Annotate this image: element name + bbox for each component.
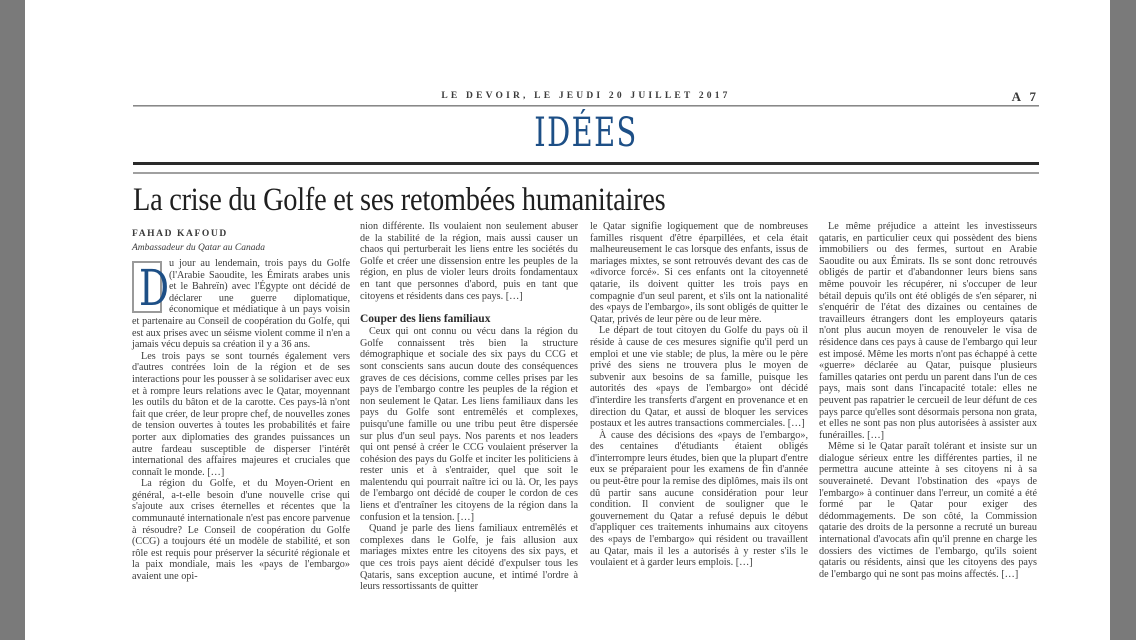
paragraph: Quand je parle des liens familiaux entremêlés et complexes dans le Golfe, je fais allusion aux mariages mixtes entre les citoyens des six pays, et que ces trois pays aient décidé d'expulser tous les Qataris, sans exception aucune, et intimé l'ordre à leurs ressortissants de quitter	[360, 523, 578, 593]
section-title: IDÉES	[534, 110, 638, 156]
article-column-3	[590, 221, 808, 569]
folio-rule	[133, 105, 1039, 107]
author-name: FAHAD KAFOUD	[132, 229, 228, 239]
article-headline: La crise du Golfe et ses retombées humanitaires	[133, 182, 666, 218]
paragraph: le Qatar signifie logiquement que de nombreuses familles risquent d'être éparpillées, et cela était malheureusement le cas lorsque des enfants, issus de mariages mixtes, se sont retrouvés devant des cas de «divorce forcé». Si ces enfants ont la citoyenneté qatarie, ils doivent quitter les trois pays en compagnie d'un seul parent, et s'ils ont la nationalité des «pays de l'embargo», ils sont obligés de quitter le Qatar, privés de leur père ou de leur mère.	[590, 221, 808, 325]
paragraph: u jour au lendemain, trois pays du Golfe (l'Arabie Saoudite, les Émirats arabes unis et le Bahreïn) avec l'Égypte ont décidé de déclarer une guerre diplomatique, économique et médiatique à un pays voisin et partenaire au Conseil de coopération du Golfe, qui est aux prises avec un séisme violent comme il n'en a jamais vécu depuis sa création il y a 36 ans.	[132, 258, 350, 351]
section-rule-thin	[133, 172, 1039, 174]
paragraph: Ceux qui ont connu ou vécu dans la région du Golfe connaissent très bien la structure démographique et sociale des six pays du CCG et sont conscients sans aucun doute des conséquences graves de ces décisions, comme celles prises par les pays de l'embargo contre les peuples de la région et non seulement le Qatar. Les liens familiaux dans les pays du Golfe sont entremêlés et complexes, puisqu'une famille ou une tribu peut être dispersée sur plus d'un seul pays. Nos parents et nos leaders qui ont pensé à créer le CCG voulaient préserver la cohésion des pays du Golfe et inciter les politiciens à rester unis et à s'entraider, quel que soit le malentendu qui pourrait naître ici ou là. Or, les pays de l'embargo ont décidé de couper le cordon de ces liens et d'entraîner les citoyens de la région dans la confusion et la tension. […]	[360, 326, 578, 523]
article-column-4	[819, 221, 1037, 580]
page-number: A 7	[1011, 89, 1039, 104]
drop-cap: D	[132, 261, 162, 313]
paragraph: La région du Golfe, et du Moyen-Orient en général, a-t-elle besoin d'une nouvelle crise qui s'ajoute aux crises éternelles et récentes que la communauté internationale n'est pas encore parvenue à résoudre? Le Conseil de coopération du Golfe (CCG) a toujours été un modèle de stabilité, et son rôle est requis pour préserver la sécurité régionale et la paix mondiale, mais les «pays de l'embargo» avaient une opi-	[132, 478, 350, 583]
paragraph: À cause des décisions des «pays de l'embargo», des centaines d'étudiants étaient obligés d'interrompre leurs études, bien que la plupart d'entre eux se préparaient pour les examens de fin d'année ou peut-être pour la remise des diplômes, mais ils ont dû partir sans aucune considération pour leur condition. Il convient de souligner que le gouvernement du Qatar a refusé depuis le début d'appliquer ces traitements inhumains aux citoyens des «pays de l'embargo» qui résident ou travaillent au Qatar, mais il les a autorisés à y rester s'ils le voulaient et à garder leurs emplois. […]	[590, 429, 808, 569]
author-role: Ambassadeur du Qatar au Canada	[132, 243, 266, 253]
folio-line	[133, 91, 1039, 105]
paragraph: Les trois pays se sont tournés également vers d'autres contrées loin de la région et de ses interactions pour les pousser à se solidariser avec eux et à rompre leurs relations avec le Qatar, moyennant les outils du bâton et de la carotte. Ces pays-là n'ont fait que créer, de leur propre chef, de nouvelles zones de tension ouvertes à toutes les probabilités et faire porter aux diplomaties des grandes puissances un autre fardeau susceptible de disperser l'intérêt international des affaires majeures et cruciales que connaît le monde. […]	[132, 350, 350, 478]
article-column-1	[132, 258, 350, 583]
article-column-2	[360, 221, 578, 593]
paragraph: Le départ de tout citoyen du Golfe du pays où il réside à cause de ces mesures signifie qu'il perd un emploi et une vie stable; de plus, la mère ou le père privé des siens ne trouvera plus le moyen de subvenir aux besoins de sa famille, puisque les autorités des «pays de l'embargo» ont décidé d'interdire les transferts d'argent en provenance et en direction du Qatar, et aussi de bloquer les services postaux et les autres transactions commerciales. […]	[590, 325, 808, 430]
section-rule-thick	[133, 162, 1039, 165]
paragraph: nion différente. Ils voulaient non seulement abuser de la stabilité de la région, mais aussi causer un chaos qui perturberait les liens entre les sociétés du Golfe et créer une dissension entre les peuples de la région, en plus de violer leurs droits fondamentaux en tant que personnes d'abord, puis en tant que citoyens et résidents dans ces pays. […]	[360, 221, 578, 302]
paragraph: Le même préjudice a atteint les investisseurs qataris, en particulier ceux qui possèdent des biens immobiliers ou des fermes, surtout en Arabie Saoudite ou aux Émirats. Ils se sont donc retrouvés obligés de partir et d'abandonner leurs biens sans même pouvoir les récupérer, ni s'occuper de leur bétail depuis qu'ils ont été obligés de s'en séparer, ni s'enquérir de l'état des dizaines ou centaines de travailleurs étrangers dont les employeurs qataris n'ont plus aucun moyen de renouveler le visa de résidence dans ces pays à cause de l'embargo qui leur est imposé. Même les morts n'ont pas échappé à cette «guerre» déclarée au Qatar, puisque plusieurs familles qataries ont perdu un parent dans l'un de ces pays, mais sont dans l'incapacité totale: elles ne peuvent pas rapatrier le cercueil de leur défunt de ces pays parce qu'elles sont désormais persona non grata, et elles ne sont pas non plus autorisées à assister aux funérailles. […]	[819, 221, 1037, 441]
publication-date: LE DEVOIR, LE JEUDI 20 JUILLET 2017	[441, 91, 731, 101]
newspaper-page	[25, 0, 1110, 640]
subheading: Couper des liens familiaux	[360, 313, 491, 326]
paragraph: Même si le Qatar paraît tolérant et insiste sur un dialogue sérieux entre les différentes parties, il ne permettra aucune atteinte à ses citoyens ni à sa souveraineté. Devant l'obstination des «pays de l'embargo» à continuer dans l'erreur, un comité a été formé par le Qatar pour exiger des dédommagements. De son côté, la Commission qatarie des droits de la personne a recruté un bureau international d'avocats afin qu'il prenne en charge les dossiers des victimes de l'embargo, qu'ils soient qataris ou résidents, ainsi que les citoyens des pays de l'embargo qui ne sont pas moins affectés. […]	[819, 441, 1037, 580]
